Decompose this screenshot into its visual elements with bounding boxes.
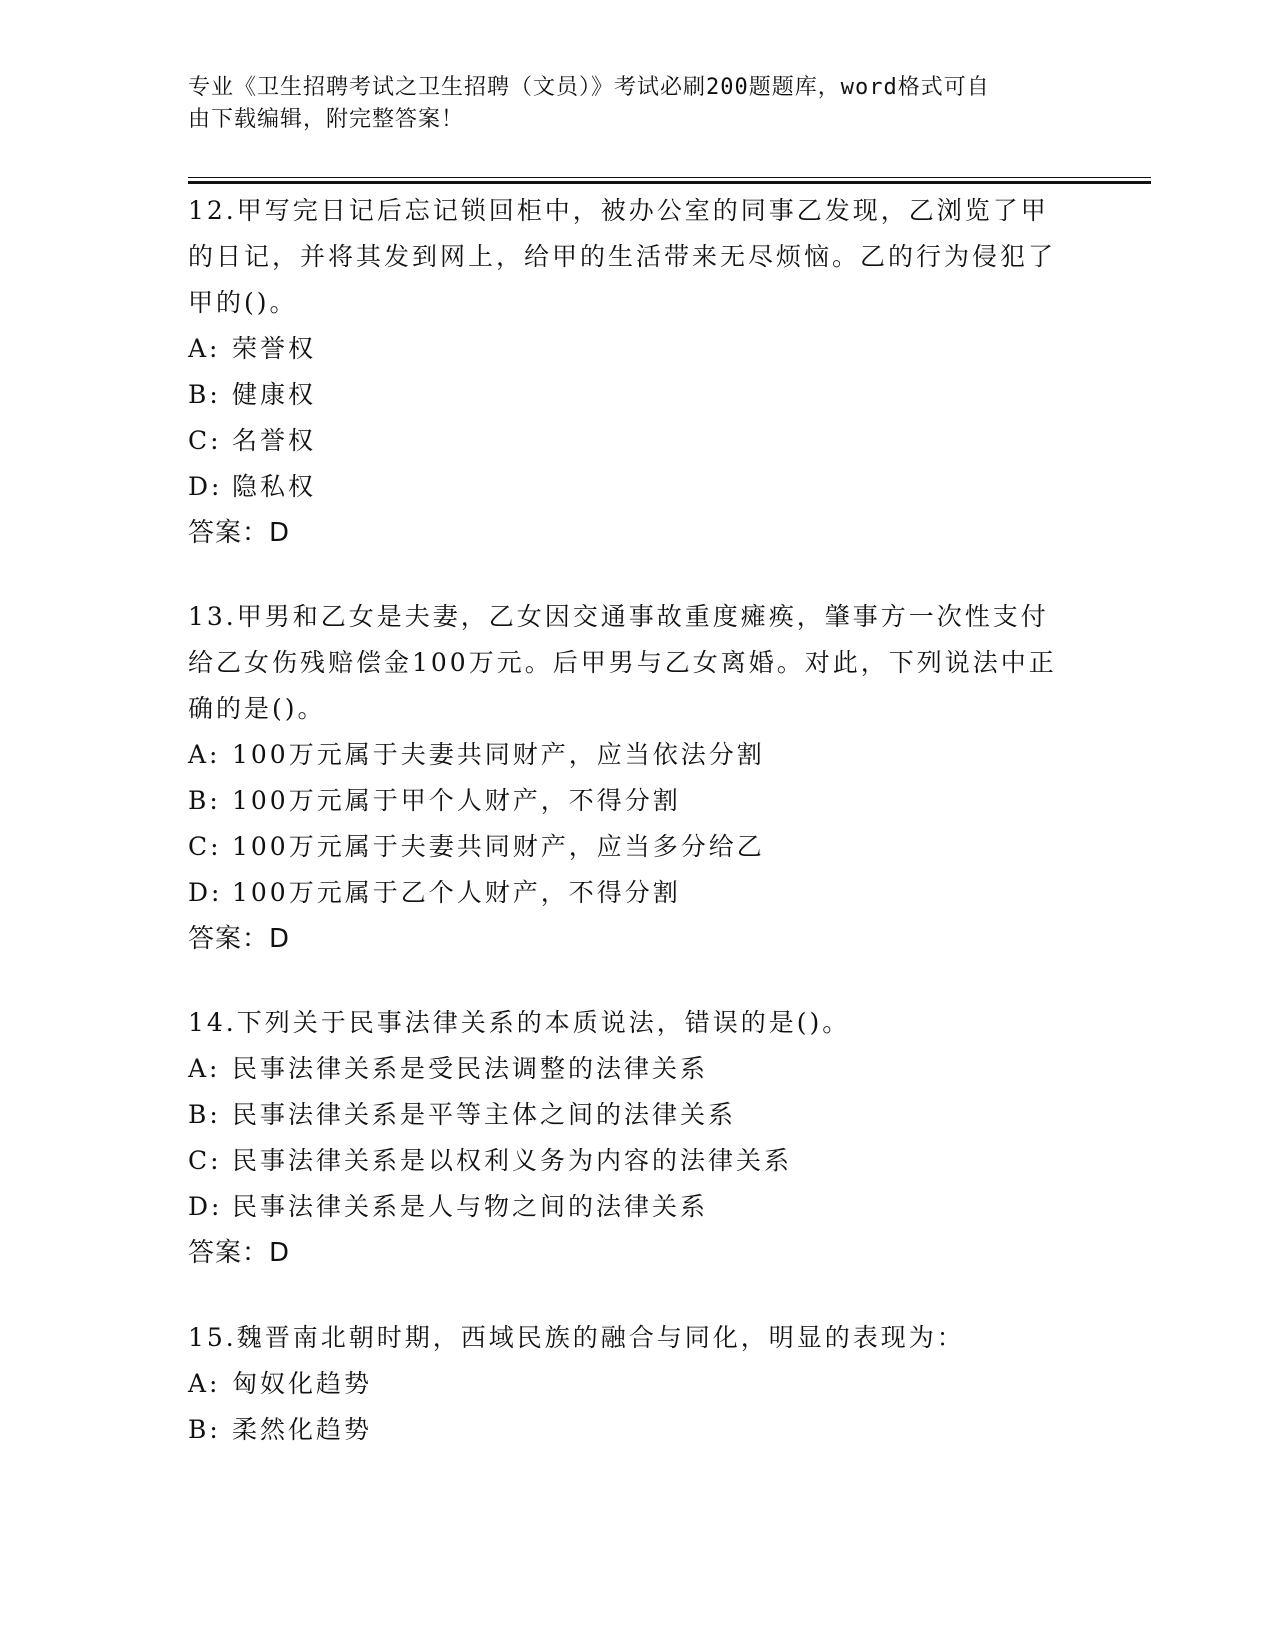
option-d <box>188 464 1068 510</box>
option-letter: A: <box>188 740 221 769</box>
option-text: 100万元属于乙个人财产，不得分割 <box>232 878 681 907</box>
option-letter: B: <box>188 786 221 815</box>
option-text: 名誉权 <box>232 426 317 455</box>
question-stem: 15.魏晋南北朝时期，西域民族的融合与同化，明显的表现为： <box>188 1323 965 1352</box>
option-b <box>188 372 1068 418</box>
question-13 <box>188 594 1068 962</box>
option-text: 民事法律关系是以权利义务为内容的法律关系 <box>232 1146 793 1175</box>
option-text: 隐私权 <box>232 472 317 501</box>
option-text: 100万元属于甲个人财产，不得分割 <box>232 786 681 815</box>
option-text: 民事法律关系是受民法调整的法律关系 <box>232 1054 709 1083</box>
option-b <box>188 1092 1068 1138</box>
option-letter: C: <box>188 426 222 455</box>
option-a <box>188 732 1068 778</box>
document-header <box>188 72 1068 136</box>
option-b <box>188 1407 1068 1453</box>
option-text: 健康权 <box>232 380 317 409</box>
option-a <box>188 1361 1068 1407</box>
answer-line: 答案：D <box>188 924 291 954</box>
question-15 <box>188 1315 1068 1453</box>
option-text: 民事法律关系是人与物之间的法律关系 <box>232 1192 709 1221</box>
question-stem: 14.下列关于民事法律关系的本质说法，错误的是()。 <box>188 1008 851 1037</box>
option-letter: A: <box>188 334 221 363</box>
option-text: 匈奴化趋势 <box>232 1369 373 1398</box>
header-line-1: 专业《卫生招聘考试之卫生招聘（文员）》考试必刷200题题库，word格式可自 <box>188 75 990 100</box>
header-divider-thin <box>188 177 1151 178</box>
option-letter: A: <box>188 1369 221 1398</box>
option-c <box>188 1138 1068 1184</box>
option-text: 柔然化趋势 <box>232 1415 373 1444</box>
option-a <box>188 1046 1068 1092</box>
option-a <box>188 326 1068 372</box>
option-letter: D: <box>188 878 223 907</box>
option-c <box>188 418 1068 464</box>
option-letter: B: <box>188 1415 221 1444</box>
option-letter: B: <box>188 1100 221 1129</box>
option-text: 荣誉权 <box>232 334 317 363</box>
option-letter: A: <box>188 1054 221 1083</box>
question-14 <box>188 1000 1068 1276</box>
answer-line: 答案：D <box>188 518 291 548</box>
question-12 <box>188 188 1068 556</box>
header-line-2: 由下载编辑，附完整答案！ <box>188 107 465 132</box>
answer-line: 答案：D <box>188 1238 291 1268</box>
question-stem: 13.甲男和乙女是夫妻，乙女因交通事故重度瘫痪，肇事方一次性支付给乙女伤残赔偿金100万元。后甲男与乙女离婚。对此，下列说法中正确的是()。 <box>188 602 1057 723</box>
header-divider-thick <box>188 181 1151 184</box>
option-d <box>188 1184 1068 1230</box>
option-letter: D: <box>188 1192 223 1221</box>
option-letter: C: <box>188 1146 222 1175</box>
option-c <box>188 824 1068 870</box>
option-b <box>188 778 1068 824</box>
option-letter: D: <box>188 472 223 501</box>
option-letter: C: <box>188 832 222 861</box>
option-text: 100万元属于夫妻共同财产，应当多分给乙 <box>232 832 765 861</box>
option-text: 民事法律关系是平等主体之间的法律关系 <box>232 1100 737 1129</box>
option-d <box>188 870 1068 916</box>
option-letter: B: <box>188 380 221 409</box>
option-text: 100万元属于夫妻共同财产，应当依法分割 <box>232 740 765 769</box>
question-stem: 12.甲写完日记后忘记锁回柜中，被办公室的同事乙发现，乙浏览了甲的日记，并将其发到网上，给甲的生活带来无尽烦恼。乙的行为侵犯了甲的()。 <box>188 196 1057 317</box>
